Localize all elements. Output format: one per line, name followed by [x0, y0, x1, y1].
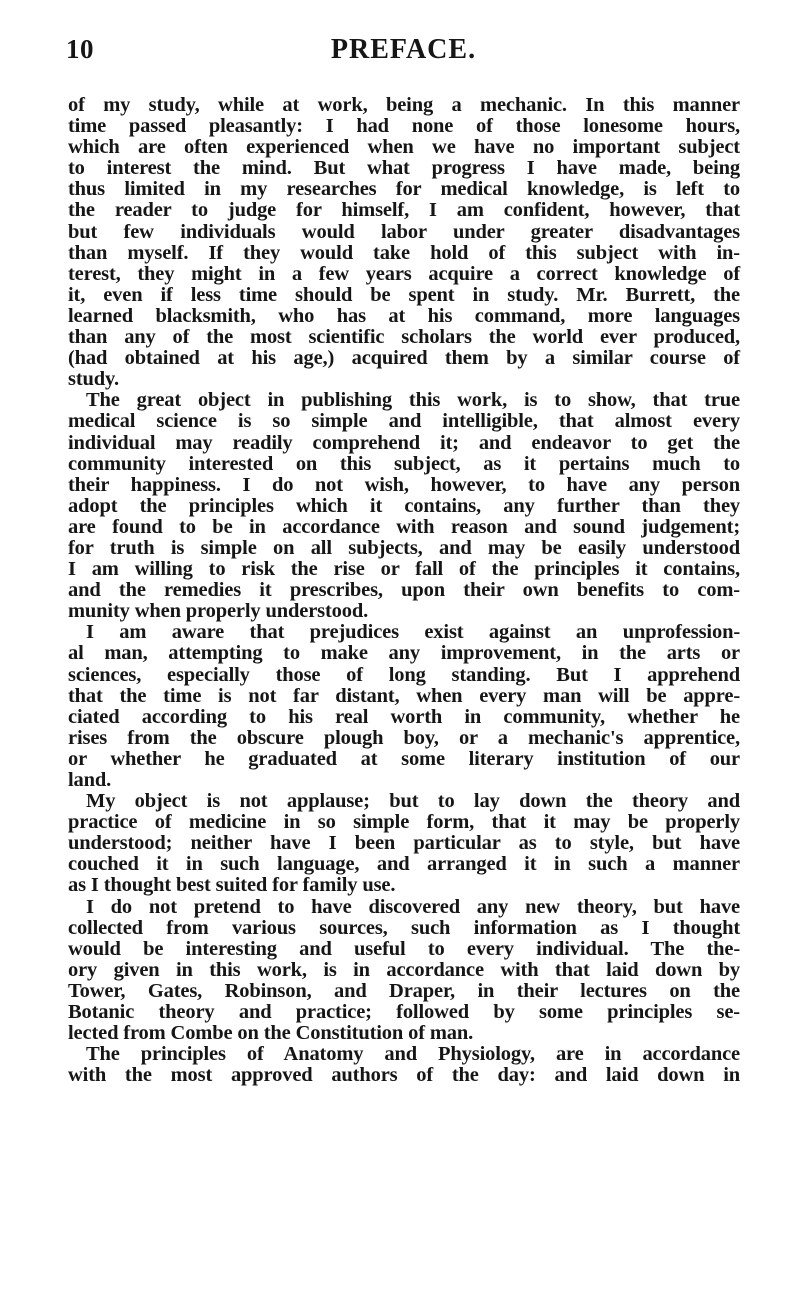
- text-line: than any of the most scientific scholars the world ever produced,: [68, 326, 740, 349]
- text-line: learned blacksmith, who has at his command, more languages: [68, 304, 740, 327]
- text-line: The principles of Anatomy and Physiology, are in accordance: [86, 1043, 740, 1066]
- text-line: than myself. If they would take hold of this subject with in-: [68, 241, 740, 264]
- text-line: as I thought best suited for family use.: [68, 874, 396, 897]
- text-line: to interest the mind. But what progress I have made, being: [68, 157, 740, 180]
- text-line: (had obtained at his age,) acquired them by a similar course of: [68, 347, 740, 370]
- text-line: rises from the obscure plough boy, or a mechanic's apprentice,: [68, 726, 740, 749]
- text-line: adopt the principles which it contains, any further than they: [68, 494, 740, 517]
- text-line: with the most approved authors of the day: and laid down in: [68, 1064, 740, 1087]
- text-line: My object is not applause; but to lay down the theory and: [86, 790, 740, 813]
- text-line: I do not pretend to have discovered any new theory, but have: [86, 895, 740, 918]
- text-line: land.: [68, 769, 112, 791]
- text-line: terest, they might in a few years acquire a correct knowledge of: [68, 262, 740, 285]
- text-line: of my study, while at work, being a mechanic. In this manner: [68, 94, 740, 116]
- page-number: 10: [66, 34, 94, 64]
- text-line: thus limited in my researches for medical knowledge, is left to: [68, 178, 740, 201]
- text-line: for truth is simple on all subjects, and may be easily understood: [68, 536, 740, 559]
- text-line: lected from Combe on the Constitution of man.: [68, 1022, 474, 1045]
- text-line: but few individuals would labor under greater disadvantages: [68, 220, 740, 243]
- text-line: study.: [68, 368, 119, 391]
- text-line: it, even if less time should be spent in study. Mr. Burrett, the: [68, 283, 740, 306]
- text-line: I am willing to risk the rise or fall of the principles it contains,: [68, 558, 740, 581]
- text-line: community interested on this subject, as it pertains much to: [68, 452, 740, 475]
- text-line: munity when properly understood.: [68, 600, 369, 623]
- text-line: Tower, Gates, Robinson, and Draper, in their lectures on the: [68, 979, 740, 1002]
- text-line: that the time is not far distant, when every man will be appre-: [68, 684, 740, 707]
- text-line: or whether he graduated at some literary institution of our: [68, 747, 740, 770]
- text-line: I am aware that prejudices exist against an unprofession-: [86, 621, 740, 644]
- text-line: understood; neither have I been particular as to style, but have: [68, 832, 740, 855]
- body-text: [68, 95, 740, 1086]
- text-line: their happiness. I do not wish, however, to have any person: [68, 473, 740, 496]
- running-head: PREFACE.: [330, 34, 477, 65]
- text-line: which are often experienced when we have no important subject: [68, 136, 740, 159]
- page-header: [66, 34, 741, 74]
- text-line: time passed pleasantly: I had none of those lonesome hours,: [68, 115, 740, 138]
- text-line: are found to be in accordance with reason and sound judgement;: [68, 515, 740, 538]
- text-line: al man, attempting to make any improvement, in the arts or: [68, 642, 740, 665]
- text-line: collected from various sources, such information as I thought: [68, 916, 740, 939]
- text-line: Botanic theory and practice; followed by some principles se-: [68, 1001, 740, 1024]
- text-line: ory given in this work, is in accordance with that laid down by: [68, 958, 740, 981]
- text-line: ciated according to his real worth in community, whether he: [68, 705, 740, 728]
- text-line: sciences, especially those of long standing. But I apprehend: [68, 663, 740, 686]
- text-line: practice of medicine in so simple form, that it may be properly: [68, 811, 740, 834]
- text-line: and the remedies it prescribes, upon their own benefits to com-: [68, 579, 740, 602]
- text-line: The great object in publishing this work, is to show, that true: [86, 389, 740, 412]
- text-line: individual may readily comprehend it; and endeavor to get the: [68, 431, 740, 454]
- text-line: the reader to judge for himself, I am confident, however, that: [68, 199, 740, 222]
- text-line: couched it in such language, and arranged it in such a manner: [68, 853, 740, 876]
- text-line: medical science is so simple and intelligible, that almost every: [68, 410, 740, 433]
- text-line: would be interesting and useful to every individual. The the-: [68, 937, 740, 960]
